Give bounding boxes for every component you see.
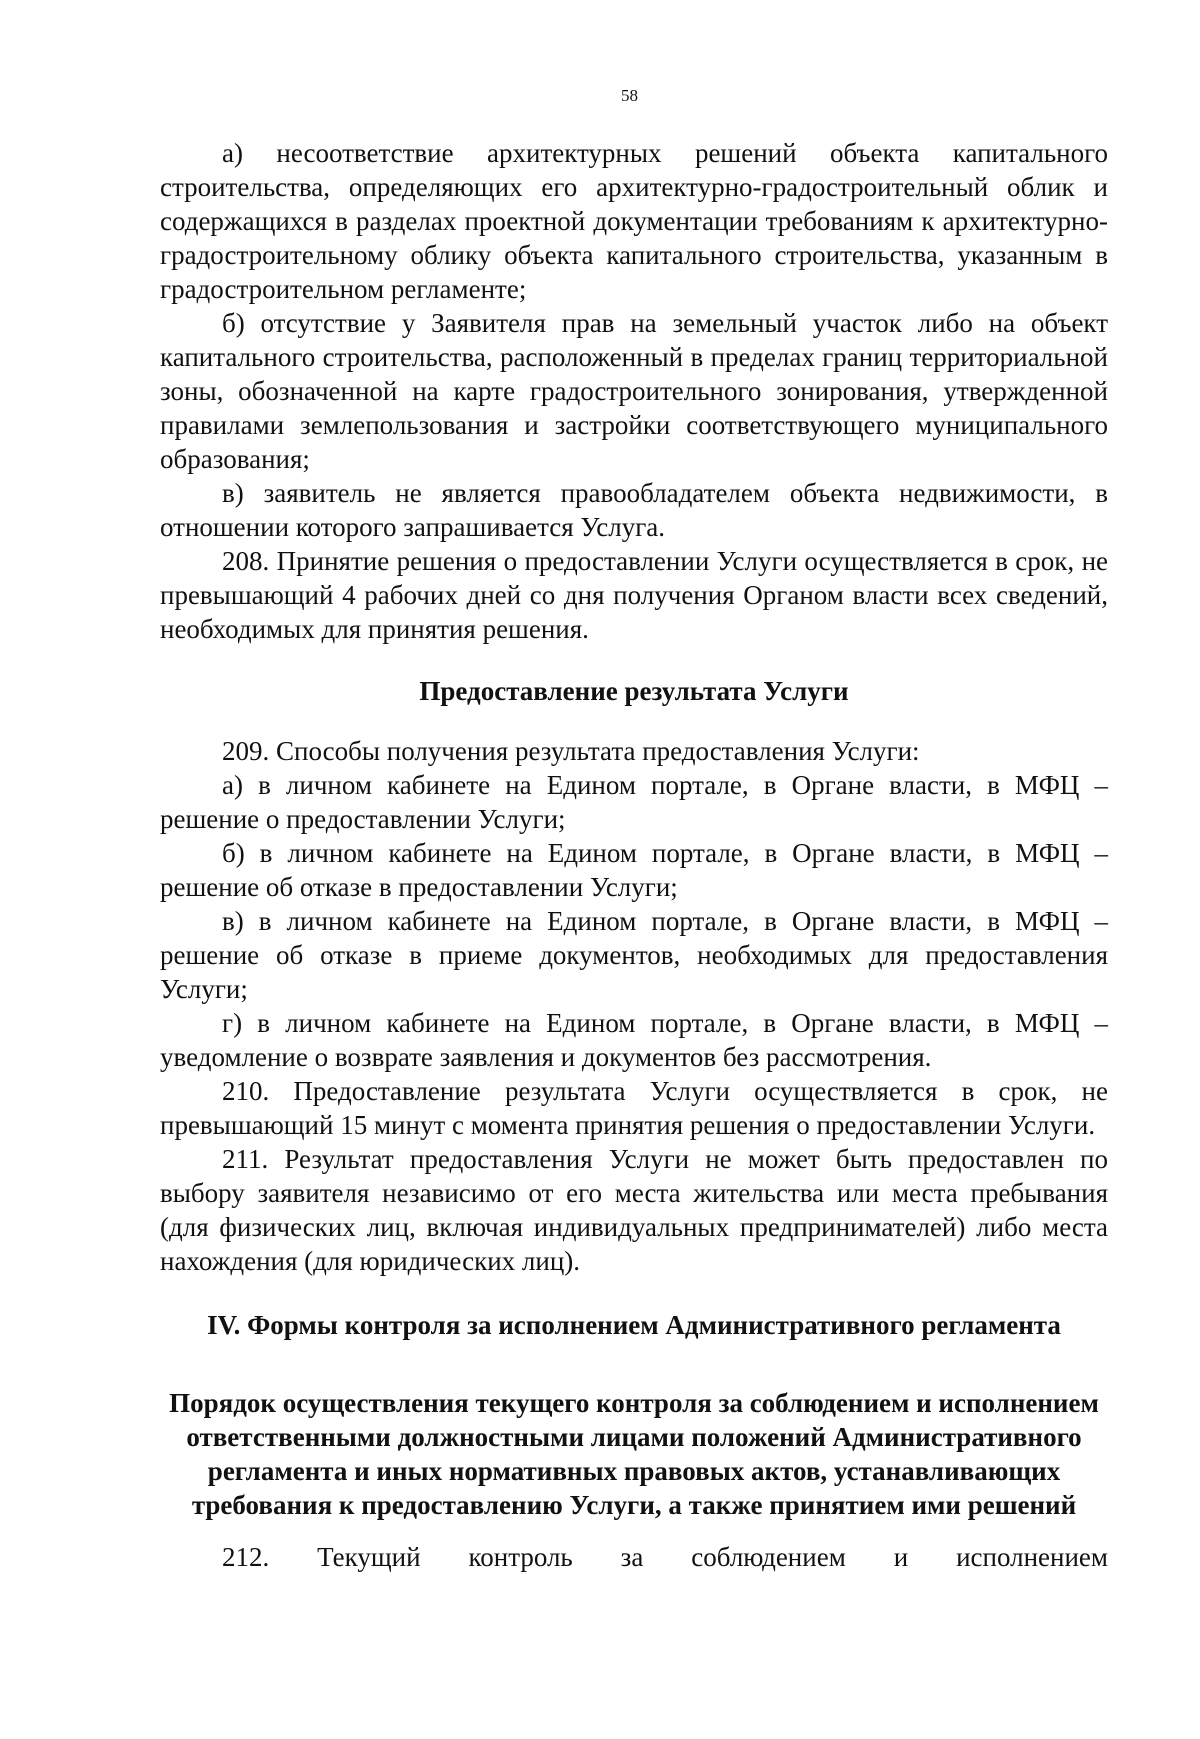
heading-current-control: Порядок осуществления текущего контроля за соблюдением и исполнением ответственными должностными лицами положений Административного регламента и иных нормативных правовых актов, устанавливающих требования к предоставлению Услуги, а также принятием ими решений [169, 1388, 1099, 1520]
paragraph-208: 208. Принятие решения о предоставлении Услуги осуществляется в срок, не превышающий 4 рабочих дней со дня получения Органом власти всех сведений, необходимых для принятия решения. [160, 546, 1108, 644]
page-number: 58 [621, 86, 638, 105]
paragraph-209-a: а) в личном кабинете на Едином портале, в Органе власти, в МФЦ – решение о предоставлении Услуги; [160, 770, 1108, 834]
paragraph-207-a: а) несоответствие архитектурных решений объекта капитального строительства, определяющих его архитектурно-градостроительный облик и содержащихся в разделах проектной документации требованиям к архитектурно-градостроительному облику объекта капитального строительства, указанным в градостроительном регламенте; [160, 138, 1108, 304]
paragraph-211: 211. Результат предоставления Услуги не может быть предоставлен по выбору заявителя независимо от его места жительства или места пребывания (для физических лиц, включая индивидуальных предпринимателей) либо места нахождения (для юридических лиц). [160, 1144, 1108, 1276]
document-body [160, 136, 1108, 1574]
paragraph-207-b: б) отсутствие у Заявителя прав на земельный участок либо на объект капитального строительства, расположенный в пределах границ территориальной зоны, обозначенной на карте градостроительного зонирования, утвержденной правилами землепользования и застройки соответствующего муниципального образования; [160, 308, 1108, 474]
paragraph-209-c: в) в личном кабинете на Едином портале, в Органе власти, в МФЦ – решение об отказе в приеме документов, необходимых для предоставления Услуги; [160, 906, 1108, 1004]
paragraph-209-d: г) в личном кабинете на Едином портале, в Органе власти, в МФЦ – уведомление о возврате заявления и документов без рассмотрения. [160, 1008, 1108, 1072]
heading-section-iv: IV. Формы контроля за исполнением Административного регламента [207, 1310, 1061, 1340]
paragraph-212: 212. Текущий контроль за соблюдением и исполнением [222, 1542, 1108, 1572]
paragraph-209-b: б) в личном кабинете на Едином портале, в Органе власти, в МФЦ – решение об отказе в предоставлении Услуги; [160, 838, 1108, 902]
paragraph-209: 209. Способы получения результата предоставления Услуги: [222, 736, 920, 766]
paragraph-210: 210. Предоставление результата Услуги осуществляется в срок, не превышающий 15 минут с момента принятия решения о предоставлении Услуги. [160, 1076, 1108, 1140]
heading-result-provision: Предоставление результата Услуги [419, 676, 849, 706]
paragraph-207-c: в) заявитель не является правообладателем объекта недвижимости, в отношении которого запрашивается Услуга. [160, 478, 1108, 542]
